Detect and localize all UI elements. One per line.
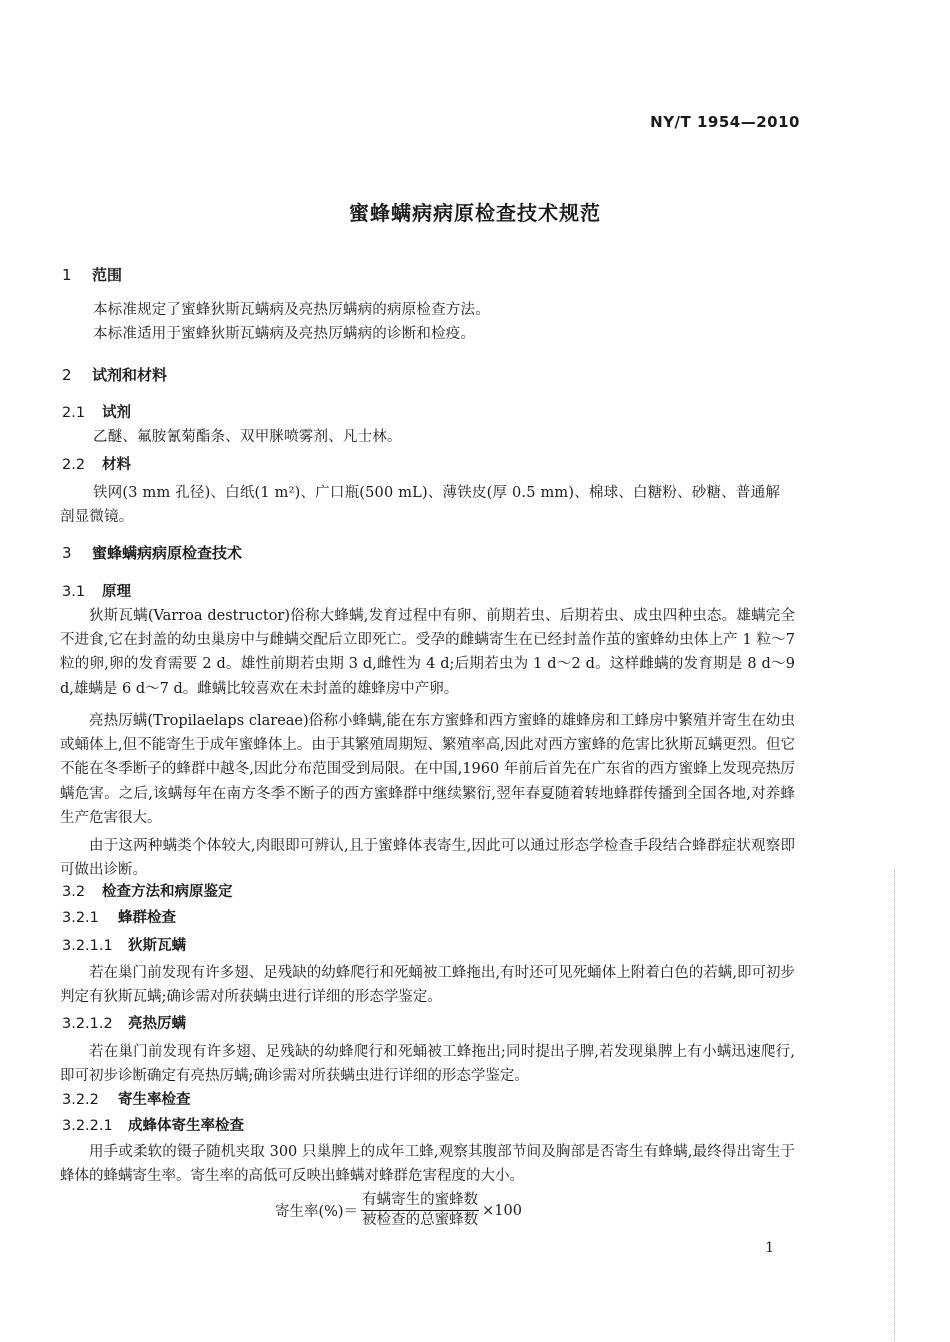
varroa-colony-check-paragraph: 若在巢门前发现有许多翅、足残缺的幼蜂爬行和死蛹被工蜂拖出,有时还可见死蛹体上附着白色的若螨,即可初步判定有狄斯瓦螨;确诊需对所获螨虫进行详细的形态学鉴定。 (60, 965, 795, 1006)
materials-list-line-1: 铁网(3 mm 孔径)、白纸(1 m²)、广口瓶(500 mL)、薄铁皮(厚 0.5 mm)、棉球、白糖粉、砂糖、普通解 (93, 485, 781, 501)
section-3-2-1-heading (62, 906, 176, 927)
section-title: 成蜂体寄生率检查 (128, 1118, 244, 1134)
section-3-heading (62, 542, 242, 563)
scope-paragraph-2: 本标准适用于蜜蜂狄斯瓦螨病及亮热厉螨病的诊断和检疫。 (93, 326, 476, 342)
formula-fraction (361, 1192, 479, 1229)
section-title: 寄生率检查 (118, 1092, 191, 1108)
principle-paragraph-diagnosis: 由于这两种螨类个体较大,肉眼即可辨认,且于蜜蜂体表寄生,因此可以通过形态学检查手段结合蜂群症状观察即可做出诊断。 (60, 838, 795, 879)
scan-edge-line (894, 870, 895, 1340)
section-number: 2 (62, 366, 72, 384)
section-2-heading (62, 364, 167, 385)
section-number: 3 (62, 544, 72, 562)
section-number: 3.2.1 (62, 910, 99, 926)
principle-paragraph-tropilaelaps: 亮热厉螨(Tropilaelaps clareae)俗称小蜂螨,能在东方蜜蜂和西方蜜蜂的雄蜂房和工蜂房中繁殖并寄生在幼虫或蛹体上,但不能寄生于成年蜜蜂体上。由于其繁殖周期短、繁殖率高,因此对西方蜜蜂的危害比狄斯瓦螨更烈。但它不能在冬季断子的蜂群中越冬,因此分布范围受到局限。在中国,1960 年前后首先在广东省的西方蜜蜂上发现亮热厉螨危害。之后,该螨每年在南方冬季不断子的西方蜜蜂群中继续繁衍,翌年春夏随着转地蜂群传播到全国各地,对养蜂生产危害很大。 (60, 713, 795, 826)
section-title: 狄斯瓦螨 (128, 938, 186, 954)
principle-paragraph-varroa: 狄斯瓦螨(Varroa destructor)俗称大蜂螨,发育过程中有卵、前期若虫、后期若虫、成虫四种虫态。雄螨完全不进食,它在封盖的幼虫巢房中与雌螨交配后立即死亡。受孕的雌螨寄生在已经封盖作茧的蜜蜂幼虫体上产 1 粒～7 粒的卵,卵的发育需要 2 d。雄性前期若虫期 3 d,雌性为 4 d;后期若虫为 1 d～2 d。这样雌螨的发育期是 8 d～9 d,雄螨是 6 d～7 d。雌螨比较喜欢在未封盖的雄蜂房中产卵。 (60, 608, 795, 697)
formula-rhs: ×100 (482, 1202, 522, 1219)
adult-bee-parasitism-paragraph: 用手或柔软的镊子随机夹取 300 只巢脾上的成年工蜂,观察其腹部节间及胸部是否寄生有蜂螨,最终得出寄生于蜂体的蜂螨寄生率。寄生率的高低可反映出蜂螨对蜂群危害程度的大小。 (60, 1144, 795, 1185)
formula-denominator: 被检查的总蜜蜂数 (362, 1212, 479, 1228)
section-3-2-2-1-heading (62, 1114, 244, 1135)
parasitism-rate-formula (275, 1192, 522, 1229)
page-number: 1 (765, 1240, 774, 1256)
section-title: 原理 (102, 584, 131, 600)
section-title: 范围 (92, 266, 123, 284)
section-2-1-heading (62, 401, 131, 422)
section-3-2-1-2-heading (62, 1012, 186, 1033)
standard-number: NY/T 1954—2010 (650, 113, 800, 131)
section-number: 3.2 (62, 884, 86, 900)
section-title: 蜂群检查 (118, 910, 176, 926)
section-title: 材料 (102, 457, 131, 473)
formula-numerator: 有螨寄生的蜜蜂数 (361, 1192, 479, 1211)
document-title: 蜜蜂螨病病原检查技术规范 (349, 201, 601, 225)
section-number: 3.2.2 (62, 1092, 99, 1108)
section-number: 2.2 (62, 457, 86, 473)
section-number: 3.2.1.1 (62, 938, 113, 954)
section-number: 3.2.1.2 (62, 1016, 113, 1032)
section-title: 试剂 (102, 405, 131, 421)
section-3-2-heading (62, 880, 233, 901)
section-number: 3.2.2.1 (62, 1118, 113, 1134)
section-title: 检查方法和病原鉴定 (102, 884, 233, 900)
section-number: 3.1 (62, 584, 86, 600)
tropilaelaps-colony-check-paragraph: 若在巢门前发现有许多翅、足残缺的幼蜂爬行和死蛹被工蜂拖出;同时提出子脾,若发现巢脾上有小螨迅速爬行,即可初步诊断确定有亮热厉螨;确诊需对所获螨虫进行详细的形态学鉴定。 (60, 1044, 795, 1085)
section-3-1-heading (62, 580, 131, 601)
formula-lhs: 寄生率(%)＝ (275, 1204, 359, 1220)
section-title: 亮热厉螨 (128, 1016, 186, 1032)
section-number: 1 (62, 266, 72, 284)
section-3-2-2-heading (62, 1088, 191, 1109)
section-2-2-heading (62, 453, 131, 474)
materials-list-line-2: 剖显微镜。 (60, 509, 134, 525)
reagents-list: 乙醚、氟胺氰菊酯条、双甲脒喷雾剂、凡士林。 (93, 429, 402, 445)
section-1-heading (62, 264, 122, 285)
section-number: 2.1 (62, 405, 86, 421)
section-title: 蜜蜂螨病病原检查技术 (92, 544, 243, 562)
scope-paragraph-1: 本标准规定了蜜蜂狄斯瓦螨病及亮热厉螨病的病原检查方法。 (93, 302, 490, 318)
section-3-2-1-1-heading (62, 934, 186, 955)
section-title: 试剂和材料 (92, 366, 168, 384)
